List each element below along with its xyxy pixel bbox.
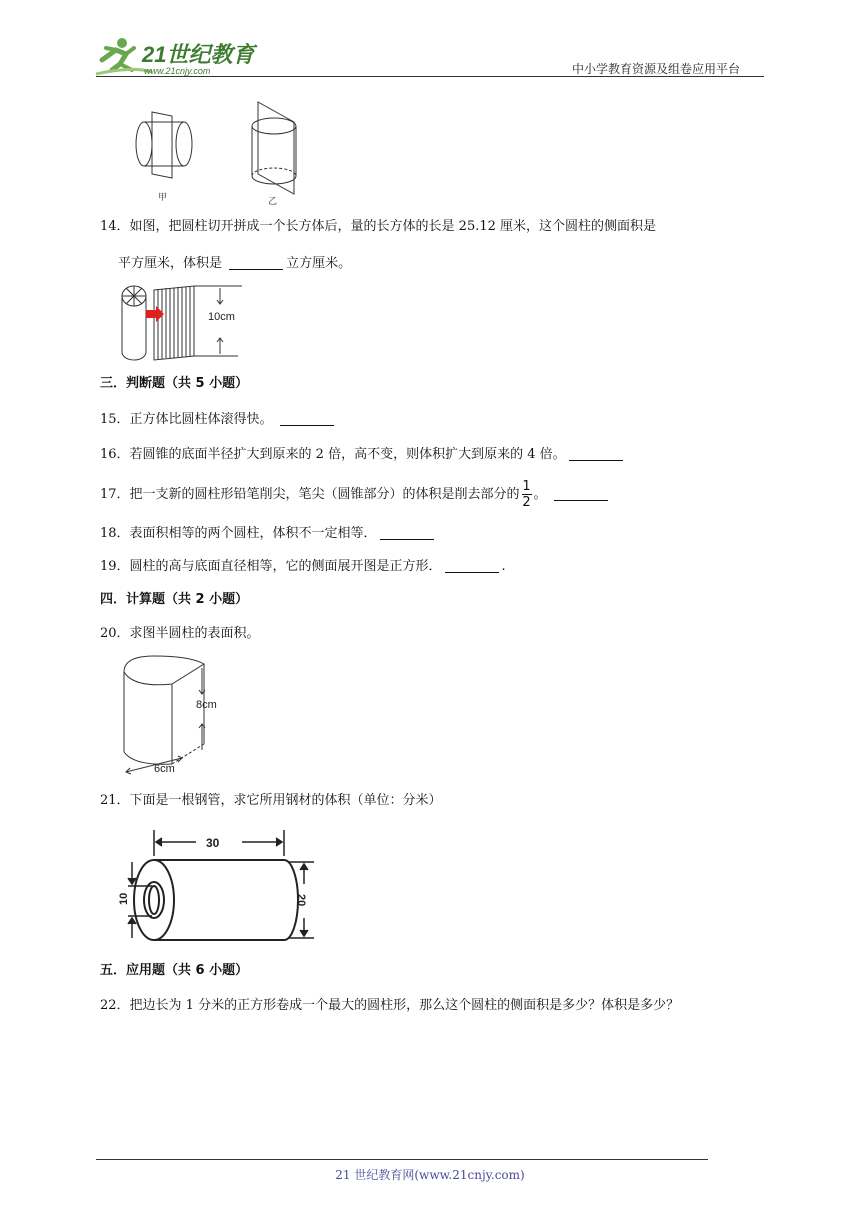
header-divider (96, 76, 764, 77)
platform-name: 中小学教育资源及组卷应用平台 (572, 62, 741, 76)
q14-text-b: 立方厘米。 (286, 256, 352, 271)
question-19: 19．圆柱的高与底面直径相等，它的侧面展开图是正方形． . (100, 559, 506, 574)
label-8cm: 8cm (196, 699, 217, 711)
figure-cylinder-to-cuboid (118, 280, 248, 368)
logo-url: www.21cnjy.com (144, 66, 211, 76)
question-18 (100, 524, 437, 544)
site-logo (92, 36, 267, 80)
section-5-title: 五．应用题（共 6 小题） (100, 963, 249, 978)
q15-text: 15．正方体比圆柱体滚得快。 (100, 412, 273, 427)
question-21: 21．下面是一根钢管，求它所用钢材的体积（单位：分米） (100, 793, 442, 808)
question-20: 20．求图半圆柱的表面积。 (100, 626, 260, 641)
fraction-one-half: $\frac{1}{2}$ (522, 479, 531, 510)
answer-blank[interactable] (554, 486, 608, 501)
answer-blank[interactable] (229, 255, 283, 270)
answer-blank[interactable] (280, 411, 334, 426)
question-14-line2 (118, 254, 351, 274)
label-yi: 乙 (268, 196, 278, 206)
answer-blank[interactable] (380, 525, 434, 540)
label-6cm: 6cm (154, 763, 175, 775)
question-14-line1: 14．如图，把圆柱切开拼成一个长方体后，量的长方体的长是 25.12 厘米，这个圆柱的侧面积是 (100, 219, 657, 234)
answer-blank[interactable] (445, 558, 499, 573)
section-3-title: 三．判断题（共 5 小题） (100, 376, 249, 391)
label-outer-20: 20 (295, 894, 307, 907)
section-4-title: 四．计算题（共 2 小题） (100, 592, 249, 607)
question-16 (100, 445, 626, 465)
q17-text: 17．把一支新的圆柱形铅笔削尖，笔尖（圆锥部分）的体积是削去部分的 (100, 487, 520, 502)
answer-blank[interactable] (569, 446, 623, 461)
q19-text: 19．圆柱的高与底面直径相等，它的侧面展开图是正方形． (100, 559, 442, 574)
label-jia: 甲 (158, 192, 168, 202)
q18-text: 18．表面积相等的两个圆柱，体积不一定相等． (100, 526, 377, 541)
label-inner-10: 10 (118, 892, 130, 905)
q16-text: 16．若圆锥的底面半径扩大到原来的 2 倍，高不变，则体积扩大到原来的 4 倍。 (100, 447, 566, 462)
question-15 (100, 410, 337, 430)
figure-half-cylinder (114, 654, 234, 784)
footer-text: 21 世纪教育网(www.21cnjy.com) (335, 1168, 525, 1182)
label-length-30: 30 (206, 836, 220, 850)
logo-text: 21世纪教育 (142, 42, 255, 67)
footer-divider (96, 1159, 708, 1160)
question-22: 22．把边长为 1 分米的正方形卷成一个最大的圆柱形，那么这个圆柱的侧面积是多少？体积是多少？ (100, 998, 680, 1013)
label-10cm: 10cm (208, 311, 235, 323)
question-17: 17．把一支新的圆柱形铅笔削尖，笔尖（圆锥部分）的体积是削去部分的 $\frac{1}{2}$ 。 (100, 480, 611, 509)
figure-steel-pipe (118, 826, 328, 950)
figure-cylinders-cut (124, 98, 314, 212)
q14-text-a: 平方厘米，体积是 (118, 256, 223, 271)
